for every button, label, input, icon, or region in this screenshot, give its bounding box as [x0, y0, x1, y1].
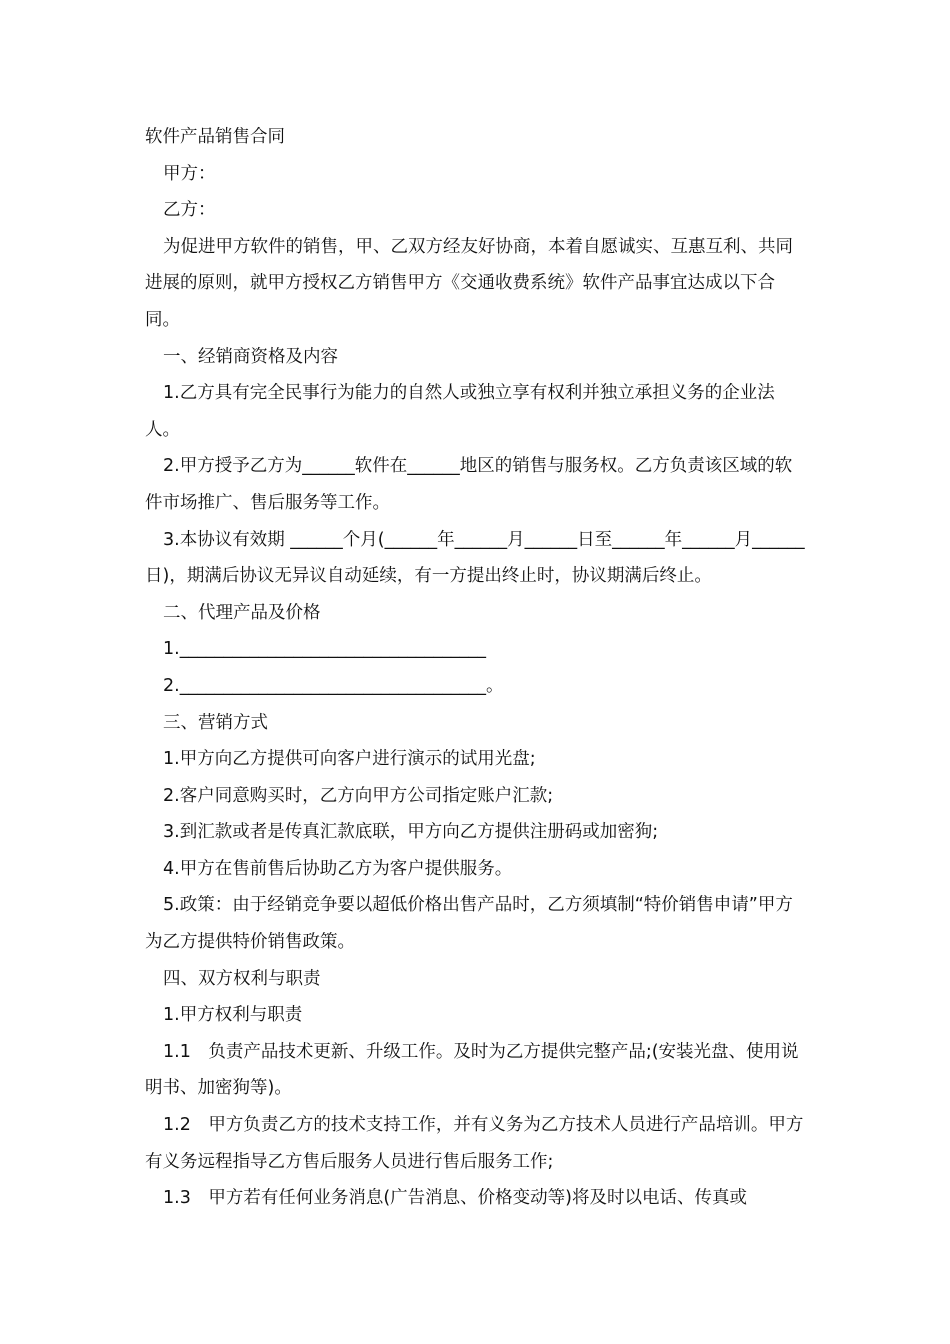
clause-1-2: 2.甲方授予乙方为______软件在______地区的销售与服务权。乙方负责该区域的软件市场推广、售后服务等工作。 — [145, 456, 793, 513]
section-heading-1: 一、经销商资格及内容 — [163, 346, 338, 367]
clause-3-3: 3.到汇款或者是传真汇款底联，甲方向乙方提供注册码或加密狗; — [163, 822, 659, 843]
document-title: 软件产品销售合同 — [145, 127, 285, 147]
section-heading-2: 二、代理产品及价格 — [163, 602, 321, 623]
product-line-2: 2.___________________________________。 — [163, 675, 504, 696]
product-line-1: 1.___________________________________ — [163, 639, 486, 660]
clause-4-1-1: 1.1 负责产品技术更新、升级工作。及时为乙方提供完整产品;(安装光盘、使用说明书、加密狗等)。 — [145, 1041, 799, 1099]
section-heading-3: 三、营销方式 — [163, 712, 268, 733]
subsection-heading-4-1: 1.甲方权利与职责 — [163, 1005, 303, 1026]
clause-4-1-3: 1.3 甲方若有任何业务消息(广告消息、价格变动等)将及时以电话、传真或 — [163, 1188, 747, 1209]
clause-1-3: 3.本协议有效期 ______个月(______年______月______日至______年______月______日)，期满后协议无异议自动延续，有一方提出终止时，协议期满后终止。 — [145, 529, 805, 587]
clause-3-1: 1.甲方向乙方提供可向客户进行演示的试用光盘; — [163, 749, 536, 770]
party-b-line: 乙方： — [163, 200, 216, 221]
preamble-paragraph: 为促进甲方软件的销售，甲、乙双方经友好协商，本着自愿诚实、互惠互利、共同进展的原则，就甲方授权乙方销售甲方《交通收费系统》软件产品事宜达成以下合同。 — [145, 236, 793, 330]
document-body — [145, 119, 805, 1217]
clause-3-5: 5.政策：由于经销竞争要以超低价格出售产品时，乙方须填制“特价销售申请”甲方为乙方提供特价销售政策。 — [145, 895, 793, 953]
clause-1-1: 1.乙方具有完全民事行为能力的自然人或独立享有权利并独立承担义务的企业法人。 — [145, 383, 775, 440]
clause-3-2: 2.客户同意购买时，乙方向甲方公司指定账户汇款; — [163, 785, 554, 806]
clause-4-1-2: 1.2 甲方负责乙方的技术支持工作，并有义务为乙方技术人员进行产品培训。甲方有义务远程指导乙方售后服务人员进行售后服务工作; — [145, 1115, 804, 1172]
clause-3-4: 4.甲方在售前售后协助乙方为客户提供服务。 — [163, 858, 513, 879]
section-heading-4: 四、双方权利与职责 — [163, 968, 321, 989]
party-a-line: 甲方： — [163, 163, 216, 184]
